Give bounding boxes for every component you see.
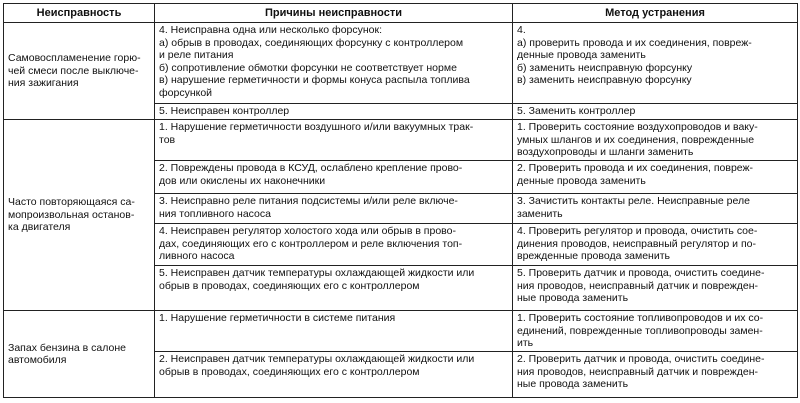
cause-item bbox=[155, 311, 512, 351]
fault-cell bbox=[4, 23, 155, 120]
remedy-line: динения проводов, неисправный регулятор и по- bbox=[517, 237, 756, 250]
remedy-line: воздухопроводы и шланги заменить bbox=[517, 146, 694, 158]
cause-item bbox=[155, 351, 512, 397]
header-remedy: Метод устранения bbox=[513, 4, 798, 23]
header-causes: Причины неисправности bbox=[155, 4, 513, 23]
fault-line: автомобиля bbox=[8, 354, 67, 366]
cause-line: 2. Неисправен датчик температуры охлаждающей жидкости или bbox=[159, 353, 475, 365]
remedy-item bbox=[513, 311, 797, 351]
repair-table-document bbox=[3, 3, 797, 397]
cause-item bbox=[155, 103, 512, 119]
remedy-line: единений, поврежденные топливопроводы замен- bbox=[517, 324, 763, 337]
remedy-line: ить bbox=[517, 337, 534, 349]
remedy-line: денные провода заменить bbox=[517, 49, 646, 61]
cause-line: обрыв в проводах, соединяющих его с контроллером bbox=[159, 365, 420, 378]
causes-cell bbox=[155, 120, 513, 311]
cause-line: 5. Неисправен контроллер bbox=[159, 105, 290, 117]
remedy-line: 2. Проверить провода и их соединения, повреж- bbox=[517, 162, 754, 174]
header-fault: Неисправность bbox=[4, 4, 155, 23]
remedy-item bbox=[513, 193, 797, 223]
cause-line: в) нарушение герметичности и формы конуса распыла топлива bbox=[159, 74, 470, 86]
remedy-line: 1. Проверить состояние воздухопроводов и ваку- bbox=[517, 121, 758, 133]
fault-line: мопроизвольная останов- bbox=[8, 208, 135, 221]
remedy-item bbox=[513, 23, 797, 103]
table-row bbox=[4, 120, 798, 311]
fault-table bbox=[3, 3, 798, 398]
remedy-line: 5. Заменить контроллер bbox=[517, 105, 636, 117]
fault-line: ка двигателя bbox=[8, 221, 71, 234]
remedy-line: заменить bbox=[517, 207, 563, 220]
remedy-line: б) заменить неисправную форсунку bbox=[517, 61, 693, 74]
causes-cell bbox=[155, 23, 513, 120]
cause-item bbox=[155, 160, 512, 193]
remedy-cell bbox=[513, 311, 798, 398]
remedy-cell bbox=[513, 120, 798, 311]
remedy-line: врежденные провода заменить bbox=[517, 250, 671, 262]
remedy-line: в) заменить неисправную форсунку bbox=[517, 74, 692, 86]
cause-line: 1. Нарушение герметичности в системе питания bbox=[159, 312, 396, 324]
cause-line: 4. Неисправен регулятор холостого хода или обрыв в прово- bbox=[159, 225, 456, 237]
remedy-item bbox=[513, 120, 797, 160]
table-header-row bbox=[4, 4, 798, 23]
cause-line: ния топливного насоса bbox=[159, 207, 271, 220]
cause-line: дов или окислены их наконечники bbox=[159, 174, 326, 187]
cause-line: 1. Нарушение герметичности воздушного и/или вакуумных трак- bbox=[159, 121, 474, 133]
fault-line: Самовоспламенение горю- bbox=[8, 52, 141, 65]
fault-line: чей смеси после выключе- bbox=[8, 64, 139, 77]
cause-line: 5. Неисправен датчик температуры охлаждающей жидкости или bbox=[159, 267, 475, 279]
cause-line: форсункой bbox=[159, 86, 213, 99]
fault-line: ния зажигания bbox=[8, 77, 79, 90]
cause-line: 3. Неисправно реле питания подсистемы и/или реле включе- bbox=[159, 195, 458, 207]
cause-item bbox=[155, 23, 512, 103]
fault-line: Часто повторяющаяся са- bbox=[8, 196, 135, 209]
remedy-item bbox=[513, 351, 797, 397]
table-row bbox=[4, 23, 798, 120]
remedy-line: ные провода заменить bbox=[517, 378, 629, 390]
cause-line: тов bbox=[159, 133, 176, 146]
remedy-line: ния проводов, неисправный датчик и поврежден- bbox=[517, 279, 759, 292]
remedy-item bbox=[513, 265, 797, 310]
cause-line: дах, соединяющих его с контроллером и реле включения топ- bbox=[159, 237, 463, 250]
cause-line: и реле питания bbox=[159, 49, 234, 61]
cause-line: 2. Повреждены провода в КСУД, ослаблено крепление прово- bbox=[159, 162, 463, 174]
cause-line: а) обрыв в проводах, соединяющих форсунку с контроллером bbox=[159, 36, 464, 49]
cause-item bbox=[155, 193, 512, 223]
cause-item bbox=[155, 265, 512, 310]
remedy-line: денные провода заменить bbox=[517, 174, 646, 187]
cause-item bbox=[155, 120, 512, 160]
remedy-item bbox=[513, 160, 797, 193]
remedy-line: ния проводов, неисправный датчик и поврежден- bbox=[517, 365, 759, 378]
remedy-line: 5. Проверить датчик и провода, очистить соедине- bbox=[517, 267, 765, 279]
fault-cell bbox=[4, 311, 155, 398]
remedy-line: 2. Проверить датчик и провода, очистить соедине- bbox=[517, 353, 765, 365]
cause-line: ливного насоса bbox=[159, 250, 235, 262]
remedy-line: 3. Зачистить контакты реле. Неисправные реле bbox=[517, 195, 750, 207]
fault-cell bbox=[4, 120, 155, 311]
remedy-line: 4. bbox=[517, 24, 526, 36]
table-row bbox=[4, 311, 798, 398]
fault-line: Запах бензина в салоне bbox=[8, 341, 126, 354]
remedy-line: ные провода заменить bbox=[517, 292, 629, 304]
cause-item bbox=[155, 223, 512, 265]
remedy-line: а) проверить провода и их соединения, повреж- bbox=[517, 36, 752, 49]
remedy-line: умных шлангов и их соединения, поврежденные bbox=[517, 133, 755, 146]
cause-line: б) сопротивление обмотки форсунки не соответствует норме bbox=[159, 61, 457, 74]
remedy-item bbox=[513, 223, 797, 265]
cause-line: 4. Неисправна одна или несколько форсунок: bbox=[159, 24, 383, 36]
remedy-cell bbox=[513, 23, 798, 120]
remedy-line: 4. Проверить регулятор и провода, очистить сое- bbox=[517, 225, 758, 237]
remedy-item bbox=[513, 103, 797, 119]
causes-cell bbox=[155, 311, 513, 398]
remedy-line: 1. Проверить состояние топливопроводов и их со- bbox=[517, 312, 764, 324]
cause-line: обрыв в проводах, соединяющих его с контроллером bbox=[159, 279, 420, 292]
